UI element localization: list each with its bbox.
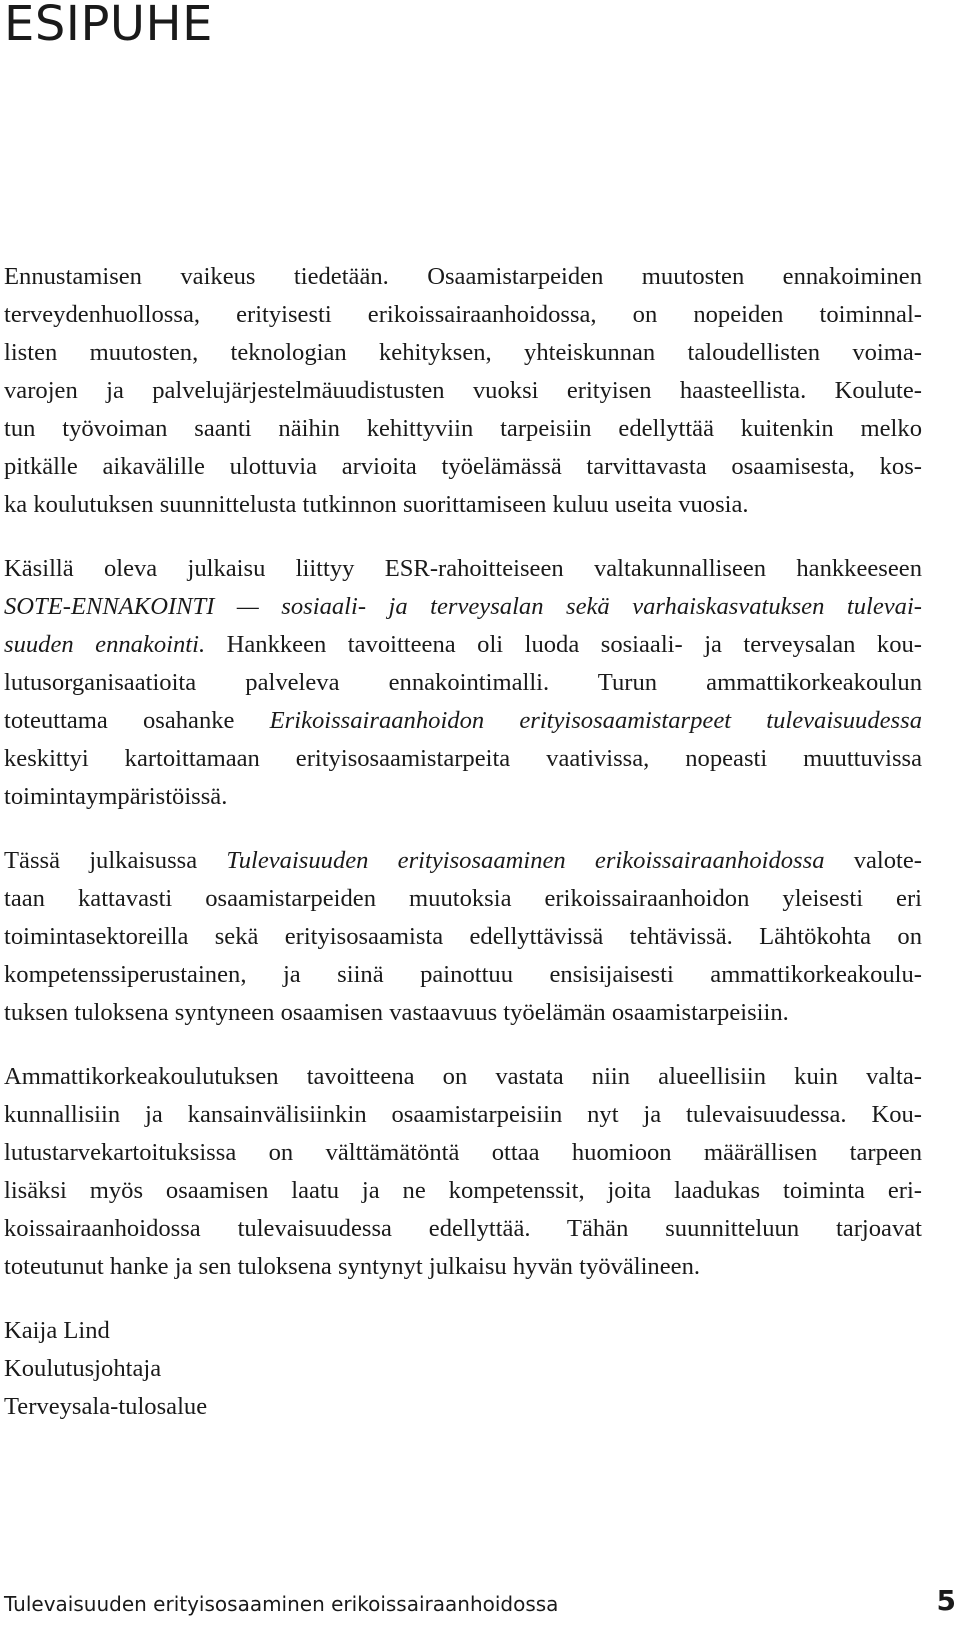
page-heading: ESIPUHE xyxy=(4,0,213,52)
text-line xyxy=(4,626,922,664)
text-line: taan kattavasti osaamistarpeiden muutoksia erikoissairaanhoidon yleisesti eri xyxy=(4,885,922,912)
text-line: pitkälle aikavälille ulottuvia arvioita työelämässä tarvittavasta osaamisesta, kos- xyxy=(4,453,922,480)
text-line: toimintasektoreilla sekä erityisosaamista edellyttävissä tehtävissä. Lähtökohta on xyxy=(4,923,922,950)
text-line: listen muutosten, teknologian kehityksen, yhteiskunnan taloudellisten voima- xyxy=(4,339,922,366)
footer-title: Tulevaisuuden erityisosaaminen erikoissairaanhoidossa xyxy=(4,1592,559,1616)
subproject-name-italic: Erikoissairaanhoidon erityisosaamistarpeet tulevaisuudessa xyxy=(269,707,922,734)
text-run: toteuttama osahanke xyxy=(4,707,270,734)
text-line: toteutunut hanke ja sen tuloksena syntynyt julkaisu hyvän työvälineen. xyxy=(4,1253,701,1280)
signature-block xyxy=(4,1312,922,1426)
text-line: Ammattikorkeakoulutuksen tavoitteena on vastata niin alueellisiin kuin valta- xyxy=(4,1063,922,1090)
paragraph-3 xyxy=(4,842,922,1032)
page-footer xyxy=(4,1582,956,1618)
text-line: terveydenhuollossa, erityisesti erikoissairaanhoidossa, on nopeiden toiminnal- xyxy=(4,301,922,328)
text-line xyxy=(4,842,922,880)
paragraph-4 xyxy=(4,1058,922,1286)
text-line: tuksen tuloksena syntyneen osaamisen vastaavuus työelämän osaamistarpeisiin. xyxy=(4,999,789,1026)
signature-unit: Terveysala-tulosalue xyxy=(4,1393,208,1420)
page-number: 5 xyxy=(936,1584,956,1617)
text-line: koissairaanhoidossa tulevaisuudessa edellyttää. Tähän suunnitteluun tarjoavat xyxy=(4,1215,922,1242)
text-line: keskittyi kartoittamaan erityisosaamistarpeita vaativissa, nopeasti muuttuvissa xyxy=(4,745,922,772)
text-line: ka koulutuksen suunnittelusta tutkinnon suorittamiseen kuluu useita vuosia. xyxy=(4,491,749,518)
paragraph-1 xyxy=(4,258,922,524)
paragraph-2 xyxy=(4,550,922,816)
text-line xyxy=(4,588,922,626)
signature-name: Kaija Lind xyxy=(4,1317,110,1344)
text-line: Ennustamisen vaikeus tiedetään. Osaamistarpeiden muutosten ennakoiminen xyxy=(4,263,922,290)
text-line: lutustarvekartoituksissa on välttämätöntä ottaa huomioon määrällisen tarpeen xyxy=(4,1139,922,1166)
text-line: varojen ja palvelujärjestelmäuudistusten vuoksi erityisen haasteellista. Koulute- xyxy=(4,377,922,404)
text-line: kompetenssiperustainen, ja siinä painottuu ensisijaisesti ammattikorkeakoulu- xyxy=(4,961,922,988)
project-name-italic-end: suuden ennakointi. xyxy=(4,631,206,658)
text-line: kunnallisiin ja kansainvälisiinkin osaamistarpeisiin nyt ja tulevaisuudessa. Kou- xyxy=(4,1101,922,1128)
preface-body xyxy=(4,258,922,1426)
text-line xyxy=(4,702,922,740)
text-run: Tässä julkaisussa xyxy=(4,847,227,874)
text-run: Hankkeen tavoitteena oli luoda sosiaali- ja terveysalan kou- xyxy=(205,631,922,658)
text-line: toimintaympäristöissä. xyxy=(4,783,228,810)
signature-role: Koulutusjohtaja xyxy=(4,1355,162,1382)
text-line: lisäksi myös osaamisen laatu ja ne kompetenssit, joita laadukas toiminta eri- xyxy=(4,1177,922,1204)
text-line: lutusorganisaatioita palveleva ennakointimalli. Turun ammattikorkeakoulun xyxy=(4,669,922,696)
text-line: tun työvoiman saanti näihin kehittyviin tarpeisiin edellyttää kuitenkin melko xyxy=(4,415,922,442)
project-name-italic: SOTE-ENNAKOINTI — sosiaali- ja terveysalan sekä varhaiskasvatuksen tulevai- xyxy=(4,593,922,620)
text-line: Käsillä oleva julkaisu liittyy ESR-rahoitteiseen valtakunnalliseen hankkeeseen xyxy=(4,555,922,582)
text-run: valote- xyxy=(824,847,922,874)
publication-title-italic: Tulevaisuuden erityisosaaminen erikoissairaanhoidossa xyxy=(226,847,825,874)
